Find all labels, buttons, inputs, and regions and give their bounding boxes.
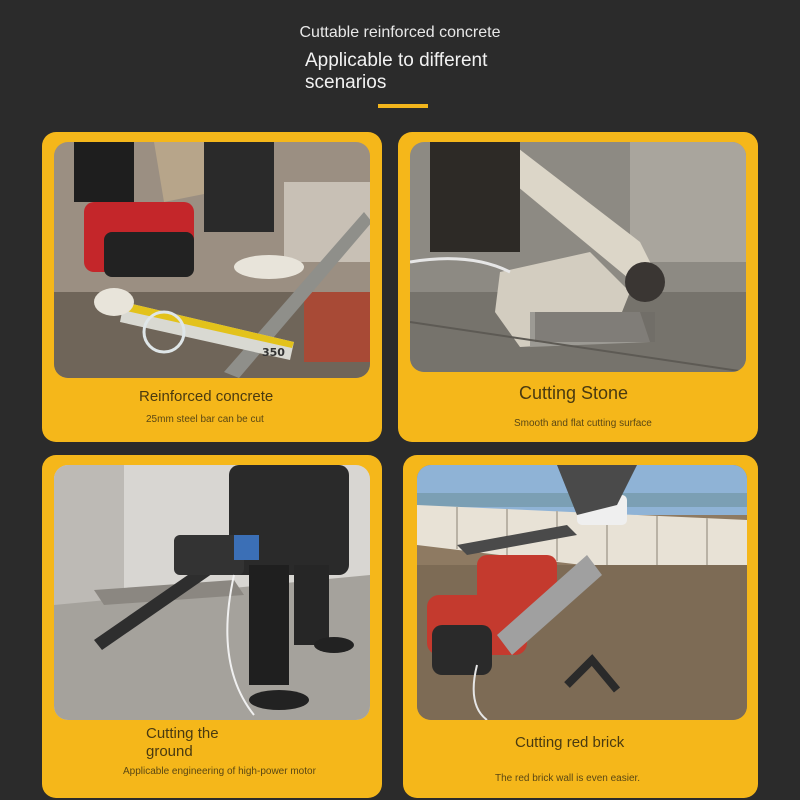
- scenario-photo-cutting-red-brick: [417, 465, 747, 720]
- scenario-card-cutting-ground: [42, 455, 382, 798]
- card-title-cutting-stone: Cutting Stone: [519, 383, 629, 403]
- chainsaw-blade-marking: 350: [262, 346, 285, 359]
- card-title-reinforced-concrete: Reinforced concrete: [139, 388, 274, 405]
- card-description-cutting-stone: Smooth and flat cutting surface: [514, 418, 652, 429]
- card-title-cutting-ground: Cutting the ground: [146, 725, 219, 760]
- card-description-reinforced-concrete: 25mm steel bar can be cut: [146, 414, 264, 425]
- scenario-photo-cutting-ground: [54, 465, 370, 720]
- scenario-card-cutting-red-brick: [403, 455, 758, 798]
- scenario-card-reinforced-concrete: [42, 132, 382, 442]
- header-title: Applicable to different scenarios: [305, 50, 488, 93]
- card-description-cutting-ground: Applicable engineering of high-power motor: [123, 766, 316, 777]
- scenario-photo-reinforced-concrete: [54, 142, 370, 378]
- scenario-card-cutting-stone: [398, 132, 758, 442]
- card-title-cutting-red-brick: Cutting red brick: [515, 734, 625, 751]
- header-accent-bar: [378, 104, 428, 108]
- scenario-photo-cutting-stone: [410, 142, 746, 372]
- header-subtitle: Cuttable reinforced concrete: [299, 24, 501, 41]
- card-description-cutting-red-brick: The red brick wall is even easier.: [495, 773, 641, 784]
